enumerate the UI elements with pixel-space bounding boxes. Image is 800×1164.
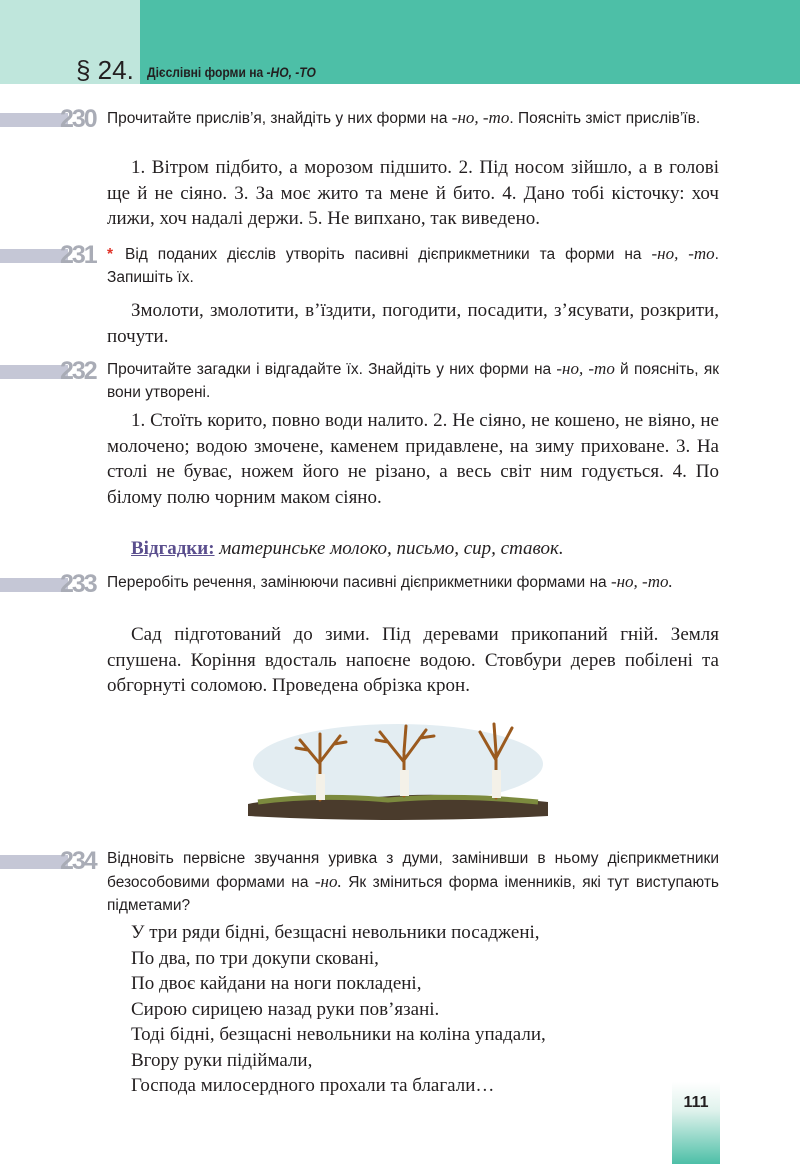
answers-text: материнське молоко, письмо, сир, ставок. [214, 538, 564, 559]
star-marker: * [107, 246, 114, 263]
exercise-marker-bar [0, 365, 68, 379]
exercise-number: 233 [60, 570, 96, 598]
exercise-number: 231 [60, 241, 96, 269]
poem-line: У три ряди бідні, безщасні невольники посаджені, [131, 922, 540, 943]
poem-line: Вгору руки підіймали, [131, 1049, 313, 1071]
exercise-instruction: Відновіть первісне звучання уривка з думи, замінивши в ньому дієприкметники безособовими формами на -но. Як зміниться форма іменників, які тут виступають підметами? [107, 850, 719, 914]
exercise-instruction: Прочитайте загадки і відгадайте їх. Знайдіть у них форми на -но, -то й поясніть, як вони утворені. [107, 359, 719, 401]
exercise-instruction: Переробіть речення, замінюючи пасивні дієприкметники формами на -но, -то. [107, 572, 673, 591]
section-title: Дієслівні форми на -НО, -ТО [147, 64, 316, 80]
exercise-text: 1. Стоїть корито, повно води налито. 2. Не сіяно, не кошено, не віяно, не молочено; водою змочене, каменем придавлене, на зиму приховане. 3. На столі не буває, ножем його не різано, а весь світ ним годується. 4. По білому полю чорним маком сіяно. [107, 410, 719, 508]
poem-line: Господа милосердного прохали та благали… [131, 1075, 495, 1096]
exercise-instruction: * Від поданих дієслів утворіть пасивні дієприкметники та форми на -но, -то. Запишіть їх. [107, 244, 719, 286]
exercise-marker-bar [0, 578, 68, 592]
exercise-marker-bar [0, 249, 68, 263]
page-number: 111 [683, 1094, 709, 1111]
exercise-number: 230 [60, 105, 96, 133]
exercise-marker-bar [0, 113, 68, 127]
exercise-text: 1. Вітром підбито, а морозом підшито. 2. Під носом зійшло, а в голові ще й не сіяно. 3. За моє жито та мене й бито. 4. Дано тобі кісточку: хоч лижи, хоч надалі держи. 5. Не випхано, так виведено. [107, 157, 719, 229]
exercise-text: Сад підготований до зими. Під деревами прикопаний гній. Земля спушена. Коріння вдосталь напоєне водою. Стовбури дерев побілені та обгорнуті соломою. Проведена обрізка крон. [107, 624, 719, 696]
answers-label: Відгадки: [131, 538, 215, 559]
exercise-number: 234 [60, 847, 96, 875]
answers-line [107, 536, 719, 562]
section-number: § 24. [76, 55, 134, 85]
poem [131, 920, 731, 1099]
trees-illustration [248, 712, 548, 824]
exercise-text: Змолоти, змолотити, в’їздити, погодити, посадити, з’ясувати, розкрити, почути. [107, 300, 719, 347]
poem-line: По двоє кайдани на ноги покладені, [131, 973, 422, 994]
poem-line: По два, по три докупи сковані, [131, 947, 379, 969]
exercise-number: 232 [60, 357, 96, 385]
poem-line: Тоді бідні, безщасні невольники на коліна упадали, [131, 1024, 546, 1045]
exercise-marker-bar [0, 855, 68, 869]
exercise-instruction: Прочитайте прислів’я, знайдіть у них форми на -но, -то. Поясніть зміст прислів’їв. [107, 108, 701, 127]
poem-line: Сирою сирицею назад руки пов’язані. [131, 998, 440, 1020]
